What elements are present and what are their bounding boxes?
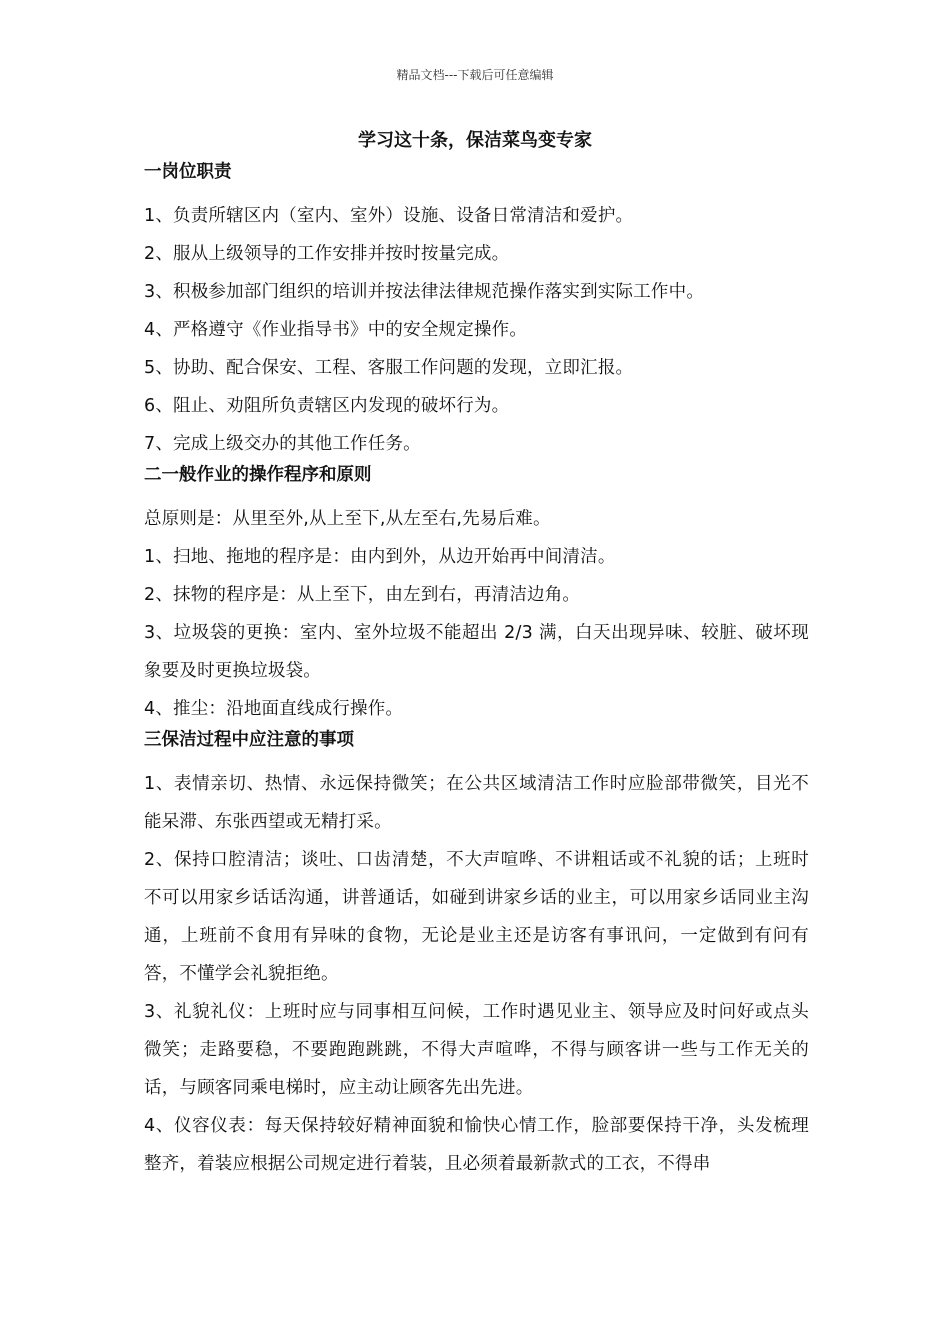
- section-heading: 二一般作业的操作程序和原则: [144, 465, 372, 485]
- paragraph: 2、抹物的程序是：从上至下，由左到右，再清洁边角。: [144, 585, 581, 605]
- paragraph: 4、严格遵守《作业指导书》中的安全规定操作。: [144, 320, 528, 340]
- paragraph: 3、垃圾袋的更换：室内、室外垃圾不能超出 2/3 满，白天出现异味、较脏、破坏现象要及时更换垃圾袋。: [144, 623, 809, 681]
- paragraph: 3、礼貌礼仪：上班时应与同事相互问候，工作时遇见业主、领导应及时问好或点头微笑；走路要稳，不要跑跑跳跳，不得大声喧哗，不得与顾客讲一些与工作无关的话，与顾客同乘电梯时，应主动让顾客先出先进。: [144, 1002, 809, 1098]
- paragraph: 2、服从上级领导的工作安排并按时按量完成。: [144, 244, 510, 264]
- paragraph: 3、积极参加部门组织的培训并按法律法律规范操作落实到实际工作中。: [144, 282, 705, 302]
- paragraph: 6、阻止、劝阻所负责辖区内发现的破坏行为。: [144, 396, 510, 416]
- document-body: [144, 160, 809, 1183]
- paragraph: 5、协助、配合保安、工程、客服工作问题的发现，立即汇报。: [144, 358, 634, 378]
- section-heading: 三保洁过程中应注意的事项: [144, 730, 354, 750]
- paragraph: 1、负责所辖区内（室内、室外）设施、设备日常清洁和爱护。: [144, 206, 634, 226]
- paragraph: 总原则是：从里至外,从上至下,从左至右,先易后难。: [144, 509, 551, 529]
- document-title: 学习这十条，保洁菜鸟变专家: [358, 130, 592, 151]
- paragraph: 4、推尘：沿地面直线成行操作。: [144, 699, 404, 719]
- header-note: 精品文档---下载后可任意编辑: [396, 68, 554, 82]
- paragraph: 7、完成上级交办的其他工作任务。: [144, 434, 421, 454]
- paragraph: 4、仪容仪表：每天保持较好精神面貌和愉快心情工作，脸部要保持干净，头发梳理整齐，着装应根据公司规定进行着装，且必须着最新款式的工衣，不得串: [144, 1116, 809, 1174]
- paragraph: 1、扫地、拖地的程序是：由内到外，从边开始再中间清洁。: [144, 547, 616, 567]
- paragraph: 1、表情亲切、热情、永远保持微笑；在公共区域清洁工作时应脸部带微笑，目光不能呆滞、东张西望或无精打采。: [144, 774, 809, 832]
- paragraph: 2、保持口腔清洁；谈吐、口齿清楚，不大声喧哗、不讲粗话或不礼貌的话；上班时不可以用家乡话话沟通，讲普通话，如碰到讲家乡话的业主，可以用家乡话同业主沟通，上班前不食用有异味的食物，无论是业主还是访客有事讯问，一定做到有问有答，不懂学会礼貌拒绝。: [144, 850, 809, 984]
- section-heading: 一岗位职责: [144, 162, 232, 182]
